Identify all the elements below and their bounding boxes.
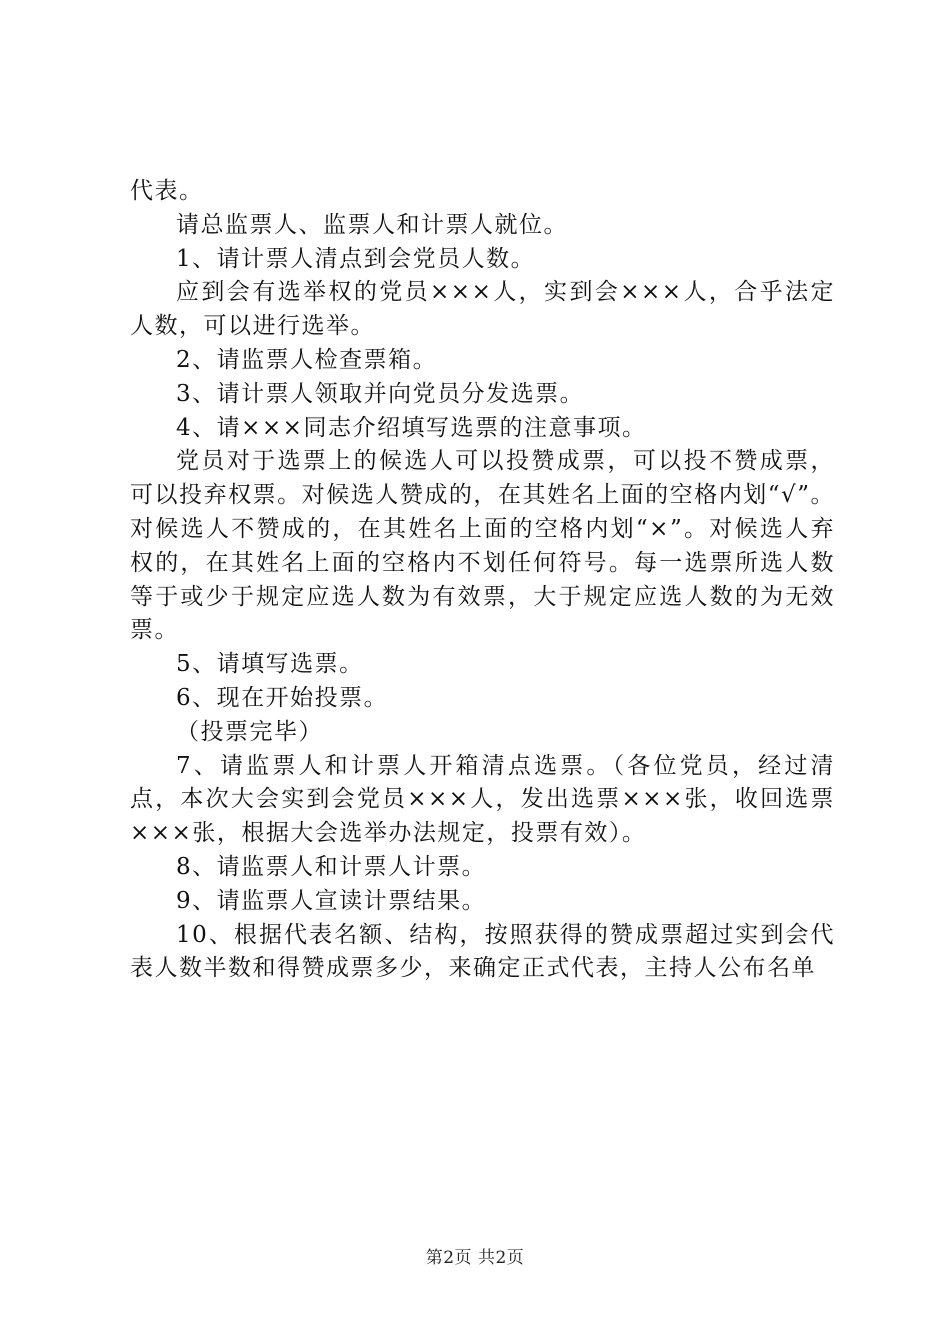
- page-number-label: 第2页 共2页: [425, 1248, 525, 1268]
- document-body: [130, 175, 835, 986]
- paragraph: 7、请监票人和计票人开箱清点选票。（各位党员，经过清点，本次大会实到会党员×××人，发出选票×××张，收回选票×××张，根据大会选举办法规定，投票有效）。: [130, 752, 835, 847]
- paragraph: 党员对于选票上的候选人可以投赞成票，可以投不赞成票，可以投弃权票。对候选人赞成的，在其姓名上面的空格内划“√”。对候选人不赞成的，在其姓名上面的空格内划“×”。对候选人弃权的，在其姓名上面的空格内不划任何符号。每一选票所选人数等于或少于规定应选人数为有效票，大于规定应选人数的为无效票。: [130, 448, 835, 644]
- paragraph: 10、根据代表名额、结构，按照获得的赞成票超过实到会代表人数半数和得赞成票多少，来确定正式代表，主持人公布名单: [130, 921, 835, 982]
- page-footer: [0, 1243, 950, 1268]
- paragraph: 应到会有选举权的党员×××人，实到会×××人，合乎法定人数，可以进行选举。: [130, 279, 835, 340]
- paragraph: 8、请监票人和计票人计票。: [176, 853, 487, 880]
- paragraph: 1、请计票人清点到会党员人数。: [176, 245, 536, 272]
- paragraph: 9、请监票人宣读计票结果。: [176, 887, 487, 914]
- paragraph: 5、请填写选票。: [176, 651, 364, 678]
- paragraph: 请总监票人、监票人和计票人就位。: [176, 211, 568, 238]
- paragraph: 6、现在开始投票。: [176, 684, 389, 711]
- paragraph: 2、请监票人检查票箱。: [176, 346, 438, 373]
- paragraph: 3、请计票人领取并向党员分发选票。: [176, 380, 585, 407]
- paragraph: 4、请×××同志介绍填写选票的注意事项。: [176, 414, 647, 441]
- paragraph: 代表。: [130, 178, 204, 204]
- paragraph: （投票完毕）: [176, 718, 323, 745]
